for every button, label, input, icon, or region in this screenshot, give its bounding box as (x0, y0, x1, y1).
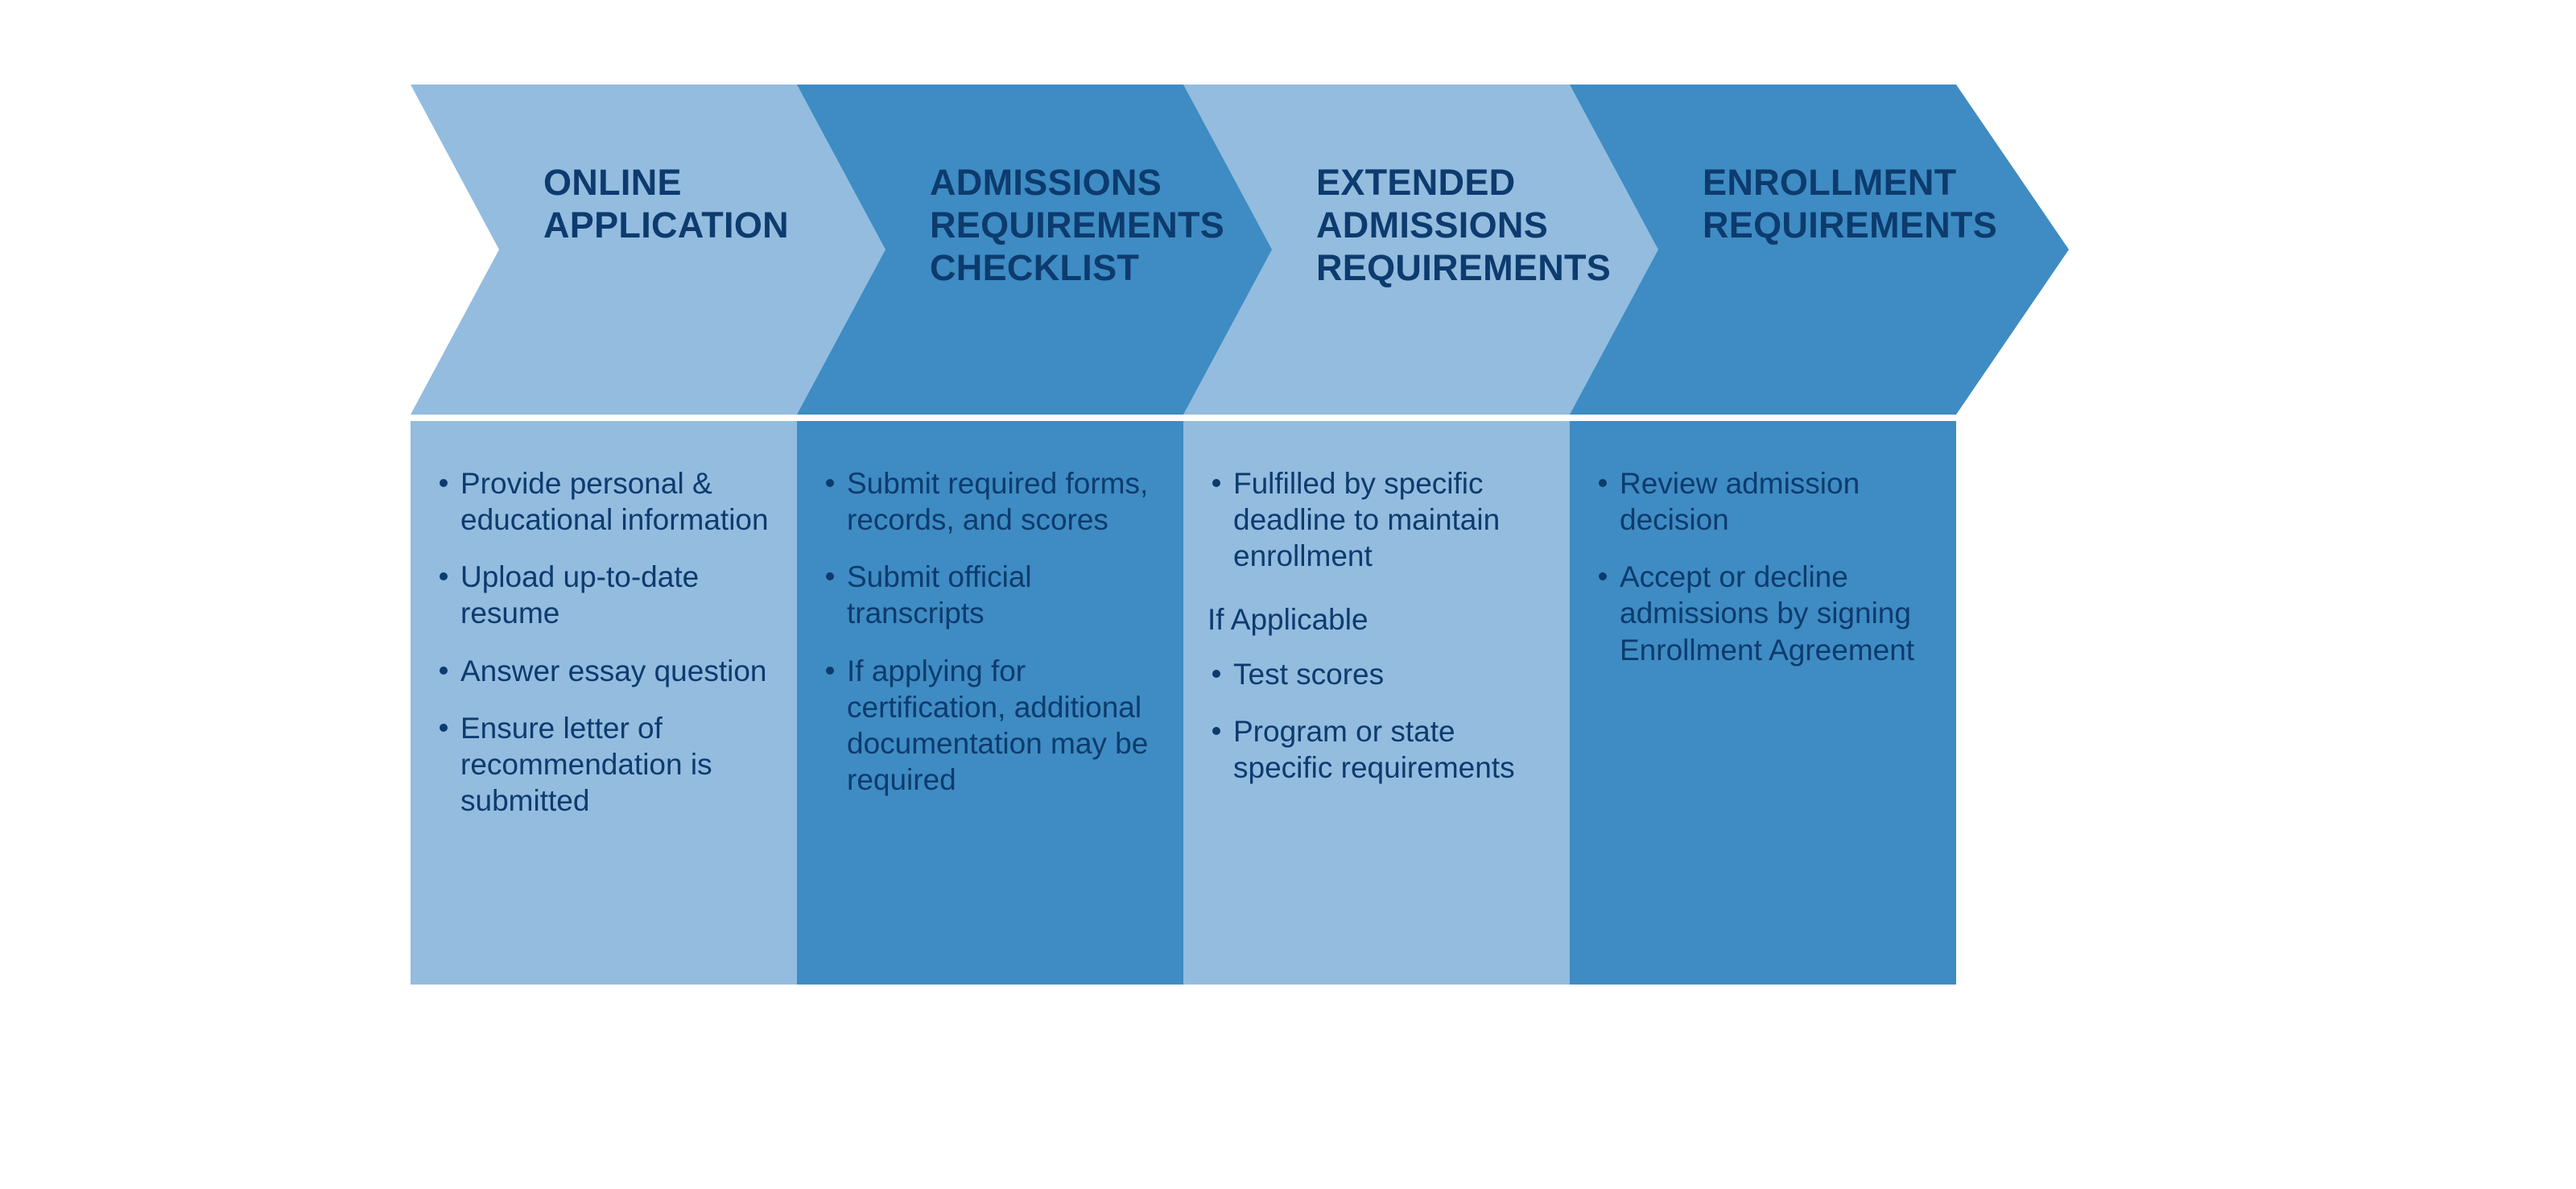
detail-column-extended-admissions-requirements (1183, 421, 1570, 985)
detail-list-admissions-requirements-checklist (819, 465, 1159, 798)
detail-column-enrollment-requirements (1570, 421, 1956, 985)
list-item: Answer essay question (433, 653, 773, 689)
chevron-step-enrollment-requirements (1570, 85, 2069, 415)
list-item: If applying for certification, additional documentation may be required (819, 653, 1159, 799)
chevron-label-online-application: ONLINE APPLICATION (543, 162, 789, 246)
list-item: Test scores (1206, 656, 1546, 692)
list-item: Upload up-to-date resume (433, 559, 773, 631)
chevron-band (411, 85, 2061, 415)
list-item: Submit official transcripts (819, 559, 1159, 631)
list-item: Accept or decline admissions by signing Enrollment Agreement (1592, 559, 1932, 667)
list-item: Ensure letter of recommendation is submitted (433, 710, 773, 819)
chevron-label-enrollment-requirements: ENROLLMENT REQUIREMENTS (1703, 162, 1998, 246)
list-item: Program or state specific requirements (1206, 713, 1546, 786)
detail-column-online-application (411, 421, 797, 985)
chevron-shape (1570, 85, 2069, 415)
list-item: Fulfilled by specific deadline to maintain enrollment (1206, 465, 1546, 574)
detail-band (411, 421, 2061, 985)
list-item: Submit required forms, records, and scores (819, 465, 1159, 538)
detail-list-enrollment-requirements (1592, 465, 1932, 668)
list-item: Review admission decision (1592, 465, 1932, 538)
chevron-label-extended-admissions-requirements: EXTENDED ADMISSIONS REQUIREMENTS (1316, 162, 1612, 289)
admissions-process-diagram (411, 85, 2061, 985)
chevron-label-admissions-requirements-checklist: ADMISSIONS REQUIREMENTS CHECKLIST (930, 162, 1225, 289)
detail-list-extended-primary (1206, 465, 1546, 574)
detail-list-online-application (433, 465, 773, 819)
list-item: Provide personal & educational information (433, 465, 773, 538)
detail-note-if-applicable: If Applicable (1208, 603, 1368, 637)
detail-list-extended-conditional (1206, 656, 1546, 786)
detail-column-admissions-requirements-checklist (797, 421, 1183, 985)
